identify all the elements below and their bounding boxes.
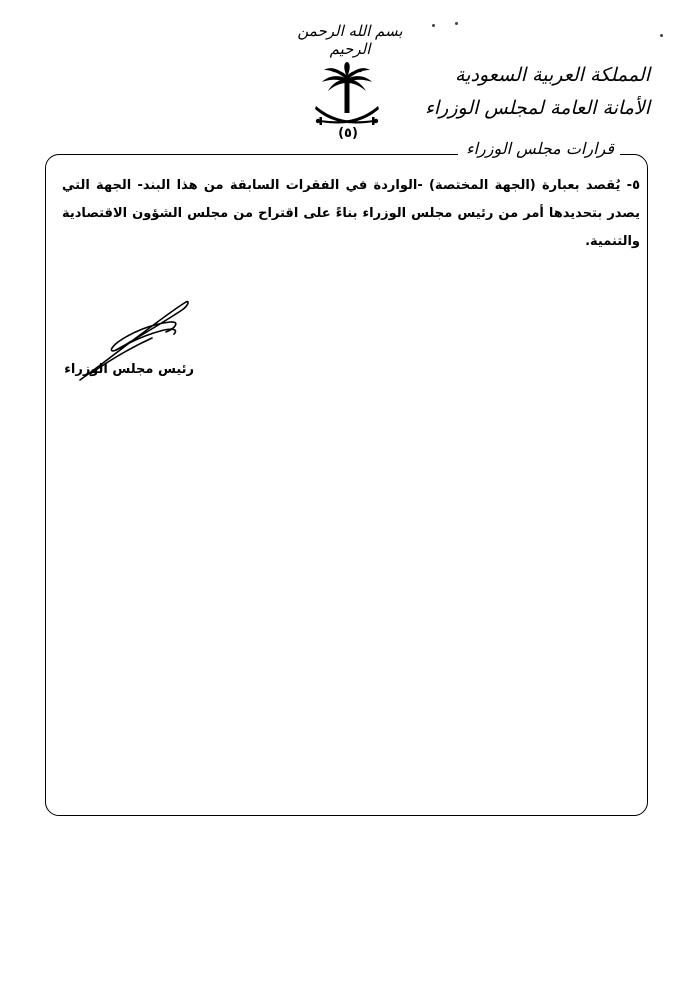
speck	[455, 22, 458, 25]
page-number: (٥)	[338, 126, 358, 141]
saudi-palm-and-swords-emblem-icon	[312, 62, 382, 134]
decisions-heading: قرارات مجلس الوزراء	[458, 139, 620, 158]
secretariat-name: الأمانة العامة لمجلس الوزراء	[424, 97, 650, 119]
kingdom-name: المملكة العربية السعودية	[455, 64, 650, 86]
signatory-title: رئيس مجلس الوزراء	[64, 362, 194, 377]
basmala: بسم الله الرحمن الرحيم	[297, 22, 403, 58]
clause-5: ٥- يُقصد بعبارة (الجهة المختصة) -الواردة في الفقرات السابقة من هذا البند- الجهة التي يصدر بتحديدها أمر من رئيس مجلس الوزراء بناءً على اقتراح من مجلس الشؤون الاقتصادية والتنمية.	[62, 178, 640, 249]
speck	[432, 24, 435, 27]
speck	[660, 34, 663, 37]
